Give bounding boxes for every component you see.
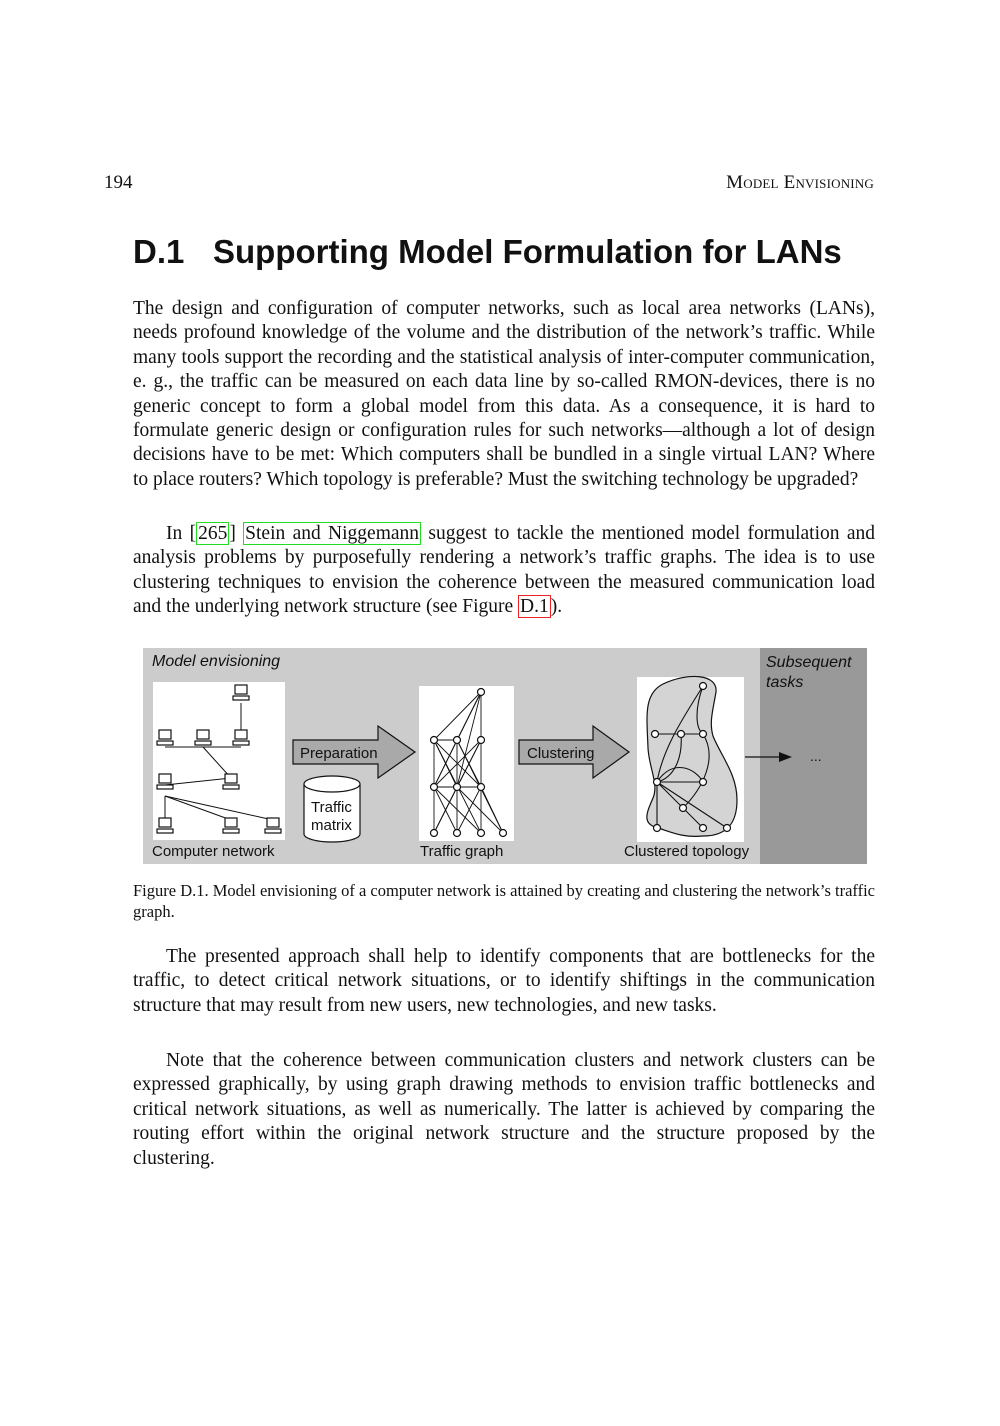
computer-icon (233, 730, 249, 745)
figure-reference-link[interactable]: D.1 (520, 596, 549, 618)
computer-icon (157, 774, 173, 789)
arrow-label-clustering: Clustering (527, 745, 595, 762)
paragraph-2-text: suggest to tackle the mentioned model formulation and analysis problems by purposefully rendering a network’s traffic graphs. The idea is to use clustering techniques to envision the coherence between the measured communication load and the underlying network structure (see Figure (133, 523, 875, 618)
arrow-label-preparation: Preparation (300, 745, 378, 762)
citation-number-link[interactable]: 265 (198, 523, 228, 544)
paragraph-4: Note that the coherence between communication clusters and network clusters can be expressed graphically, by using graph drawing methods to envision traffic bottlenecks and critical network situations, as well as numerically. The latter is achieved by comparing the routing effort within the original network structure and the structure proposed by the clustering. (133, 1050, 875, 1169)
paragraph-2-text: ). (550, 596, 563, 618)
computer-icon (265, 818, 281, 833)
label-traffic-graph: Traffic graph (420, 843, 504, 860)
section-title: Supporting Model Formulation for LANs (213, 233, 842, 270)
paragraph-3: The presented approach shall help to identify components that are bottlenecks for the traffic, to detect critical network situations, or to identify shiftings in the communication structure that may result from new users, new technologies, and new tasks. (133, 946, 875, 1016)
computer-icon (157, 730, 173, 745)
computer-icon (223, 774, 239, 789)
page-header (104, 172, 874, 198)
paragraph-2 (133, 522, 875, 620)
traffic-graph-box (419, 686, 514, 841)
label-clustered-topology: Clustered topology (624, 843, 750, 860)
running-title: Model Envisioning (726, 172, 874, 193)
computer-icon (157, 818, 173, 833)
computer-icon (223, 818, 239, 833)
figure-d1 (143, 648, 867, 864)
computer-icon (195, 730, 211, 745)
figure-caption: Figure D.1. Model envisioning of a computer network is attained by creating and clustering the network’s traffic graph. (133, 881, 876, 921)
ellipsis: ... (810, 748, 822, 764)
paragraph-2-text: In [ (166, 523, 197, 544)
computer-icon (233, 685, 249, 700)
traffic-matrix-label: Traffic matrix (311, 799, 352, 834)
subsequent-label: Subsequent tasks (766, 654, 852, 691)
section-heading (133, 232, 893, 272)
panel-label: Model envisioning (152, 653, 281, 670)
paragraph-2-text: ] (229, 523, 244, 544)
paragraph-1: The design and configuration of computer networks, such as local area networks (LANs), needs profound knowledge of the volume and the distribution of the network’s traffic. While many tools support the recording and the statistical analysis of inter-computer communication, e. g., the traffic can be measured on each data line by so-called RMON-devices, there is no generic concept to form a global model from this data. As a consequence, it is hard to formulate generic design or configuration rules for such networks—although a lot of design decisions have to be met: Which computers shall be bundled in a single virtual LAN? Where to place routers? Which topology is preferable? Must the switching technology be upgraded? (133, 298, 875, 490)
computer-network-box (153, 682, 285, 840)
label-computer-network: Computer network (152, 843, 275, 860)
citation-authors-link[interactable]: Stein and Niggemann (245, 523, 420, 544)
page-number: 194 (104, 172, 133, 193)
section-number: D.1 (133, 233, 185, 270)
